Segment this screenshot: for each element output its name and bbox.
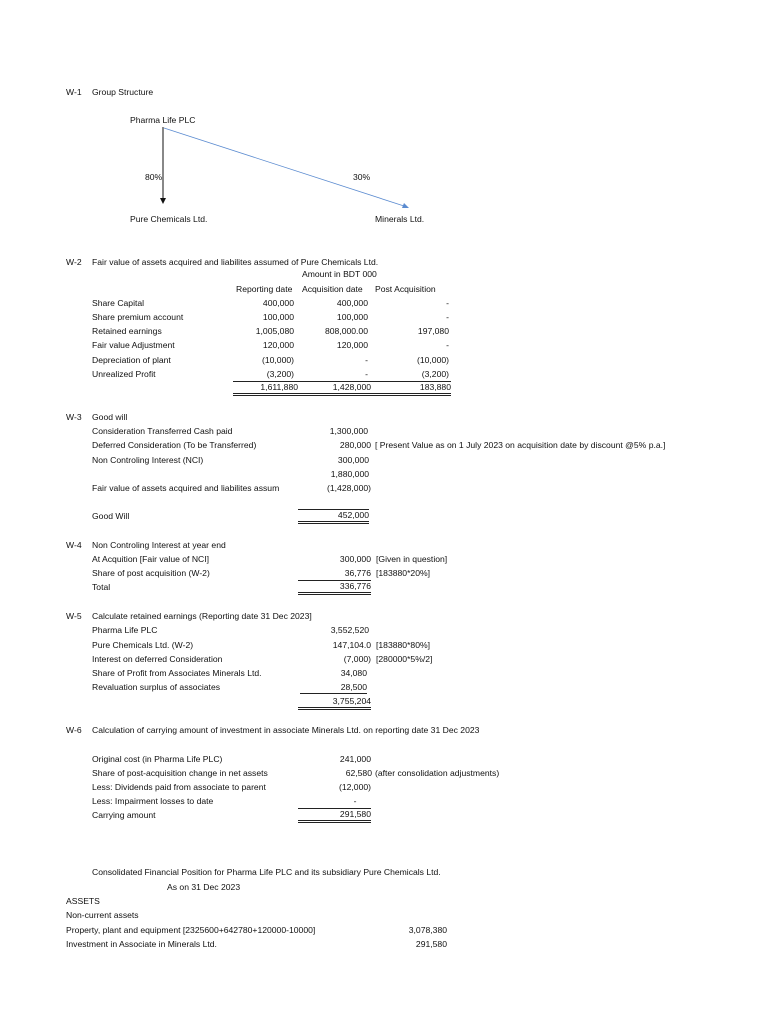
associate-arrow-head xyxy=(402,203,409,208)
w3-title: Good will xyxy=(92,412,128,422)
sfp-row-value: 291,580 xyxy=(415,939,447,949)
w6-row-value: (12,000) xyxy=(338,782,371,792)
w1-subsidiary-name: Pure Chemicals Ltd. xyxy=(130,214,208,224)
w6-title: Calculation of carrying amount of investment in associate Minerals Ltd. on reporting date 31 Dec 2023 xyxy=(92,725,480,735)
w2-row-reporting: 120,000 xyxy=(262,340,294,350)
w1-associate-name: Minerals Ltd. xyxy=(375,214,425,224)
w2-title: Fair value of assets acquired and liabilites assumed of Pure Chemicals Ltd. xyxy=(92,257,379,267)
w6-row-label: Less: Dividends paid from associate to parent xyxy=(92,782,266,792)
w6-row-value: - xyxy=(353,796,357,806)
w3-row-value: 300,000 xyxy=(337,455,369,465)
w3-total-value: 452,000 xyxy=(298,509,369,524)
w4-row-value: 300,000 xyxy=(339,554,371,564)
w2-row-post: (10,000) xyxy=(416,355,449,365)
w6-row-label: Less: Impairment losses to date xyxy=(92,796,214,806)
w2-col-acquisition: Acquisition date xyxy=(302,284,363,294)
w2-row-label: Share premium account xyxy=(92,312,184,322)
w5-row-value: (7,000) xyxy=(343,654,371,664)
w2-row-reporting: 100,000 xyxy=(262,312,294,322)
w2-row-label: Unrealized Profit xyxy=(92,369,156,379)
w2-row-post: - xyxy=(446,298,449,308)
w4-code: W-4 xyxy=(66,540,82,550)
w6-row-label: Original cost (in Pharma Life PLC) xyxy=(92,754,223,764)
group-structure-diagram xyxy=(0,0,768,230)
w2-row-reporting: 400,000 xyxy=(262,298,294,308)
w2-row-acquisition: - xyxy=(365,369,368,379)
w2-col-post: Post Acquisition xyxy=(375,284,436,294)
w5-row-note: [280000*5%/2] xyxy=(376,654,433,664)
sfp-noncurrent-heading: Non-current assets xyxy=(66,910,139,920)
w5-total-value: 3,755,204 xyxy=(298,697,371,710)
w4-row-value: 36,776 xyxy=(344,568,371,578)
w4-row-note: [183880*20%] xyxy=(376,568,430,578)
w5-row-label: Pharma Life PLC xyxy=(92,625,158,635)
w4-title: Non Controling Interest at year end xyxy=(92,540,226,550)
sfp-date: As on 31 Dec 2023 xyxy=(167,882,241,892)
w2-total-acquisition: 1,428,000 xyxy=(298,381,371,396)
w2-row-post: (3,200) xyxy=(421,369,449,379)
sfp-row-label: Investment in Associate in Minerals Ltd. xyxy=(66,939,217,949)
w2-row-post: - xyxy=(446,312,449,322)
w6-code: W-6 xyxy=(66,725,82,735)
w2-row-label: Retained earnings xyxy=(92,326,162,336)
w2-row-reporting: (10,000) xyxy=(261,355,294,365)
w5-row-value: 28,500 xyxy=(300,683,367,694)
w3-total-label: Good Will xyxy=(92,511,130,521)
w5-row-label: Share of Profit from Associates Minerals Ltd. xyxy=(92,668,262,678)
w4-total-value: 336,776 xyxy=(298,580,371,595)
w2-row-label: Depreciation of plant xyxy=(92,355,171,365)
w5-row-label: Revaluation surplus of associates xyxy=(92,682,221,692)
w2-row-acquisition: 120,000 xyxy=(336,340,368,350)
w2-row-label: Fair value Adjustment xyxy=(92,340,175,350)
sfp-row-value: 3,078,380 xyxy=(408,925,447,935)
w3-less-value: (1,428,000) xyxy=(327,483,371,493)
w2-row-label: Share Capital xyxy=(92,298,145,308)
w1-code: W-1 xyxy=(66,87,82,97)
w5-row-value: 3,552,520 xyxy=(330,625,369,635)
w2-row-post: - xyxy=(446,340,449,350)
w2-col-reporting: Reporting date xyxy=(236,284,293,294)
w6-total-value: 291,580 xyxy=(298,808,371,823)
w6-row-value: 62,580 xyxy=(345,768,372,778)
w1-parent-name: Pharma Life PLC xyxy=(130,115,196,125)
w2-row-reporting: (3,200) xyxy=(266,369,294,379)
w1-associate-percent: 30% xyxy=(353,172,371,182)
w2-row-acquisition: 400,000 xyxy=(336,298,368,308)
w3-row-note: [ Present Value as on 1 July 2023 on acquisition date by discount @5% p.a.] xyxy=(375,440,666,450)
w3-row-value: 280,000 xyxy=(339,440,371,450)
w3-row-label: Deferred Consideration (To be Transferred) xyxy=(92,440,257,450)
w4-row-label: At Acquition [Fair value of NCI] xyxy=(92,554,210,564)
w5-row-note: [183880*80%] xyxy=(376,640,430,650)
w3-row-label: Non Controling Interest (NCI) xyxy=(92,455,204,465)
w3-row-value: 1,300,000 xyxy=(329,426,368,436)
w5-row-label: Interest on deferred Consideration xyxy=(92,654,223,664)
w2-row-reporting: 1,005,080 xyxy=(255,326,294,336)
w6-row-note: (after consolidation adjustments) xyxy=(375,768,500,778)
w1-title: Group Structure xyxy=(92,87,154,97)
sfp-row-label: Property, plant and equipment [2325600+642780+120000-10000] xyxy=(66,925,316,935)
w3-less-label: Fair value of assets acquired and liabilites assum xyxy=(92,484,280,493)
w5-row-label: Pure Chemicals Ltd. (W-2) xyxy=(92,640,194,650)
sfp-assets-heading: ASSETS xyxy=(66,896,100,906)
associate-link-line xyxy=(164,128,404,206)
w4-total-label: Total xyxy=(92,582,111,592)
w1-subsidiary-percent: 80% xyxy=(145,172,163,182)
w5-row-value: 34,080 xyxy=(340,668,367,678)
w2-unit: Amount in BDT 000 xyxy=(302,269,377,279)
w6-total-label: Carrying amount xyxy=(92,810,156,820)
w3-code: W-3 xyxy=(66,412,82,422)
subsidiary-arrow-head xyxy=(160,198,166,204)
w3-subtotal: 1,880,000 xyxy=(330,469,369,479)
w2-total-post: 183,880 xyxy=(371,381,451,396)
w6-row-label: Share of post-acquisition change in net assets xyxy=(92,768,268,778)
w5-code: W-5 xyxy=(66,611,82,621)
w4-row-note: [Given in question] xyxy=(376,554,448,564)
w2-row-acquisition: 100,000 xyxy=(336,312,368,322)
w5-title: Calculate retained earnings (Reporting date 31 Dec 2023] xyxy=(92,611,312,621)
w2-total-reporting: 1,611,880 xyxy=(233,381,298,396)
w2-code: W-2 xyxy=(66,257,82,267)
w6-row-value: 241,000 xyxy=(339,754,371,764)
w2-row-acquisition: 808,000.00 xyxy=(324,326,368,336)
sfp-title: Consolidated Financial Position for Pharma Life PLC and its subsidiary Pure Chemicals Ltd. xyxy=(92,867,441,877)
w4-row-label: Share of post acquisition (W-2) xyxy=(92,568,210,578)
w2-row-acquisition: - xyxy=(365,355,368,365)
w2-row-post: 197,080 xyxy=(417,326,449,336)
w3-row-label: Consideration Transferred Cash paid xyxy=(92,426,233,436)
w5-row-value: 147,104.0 xyxy=(332,640,371,650)
